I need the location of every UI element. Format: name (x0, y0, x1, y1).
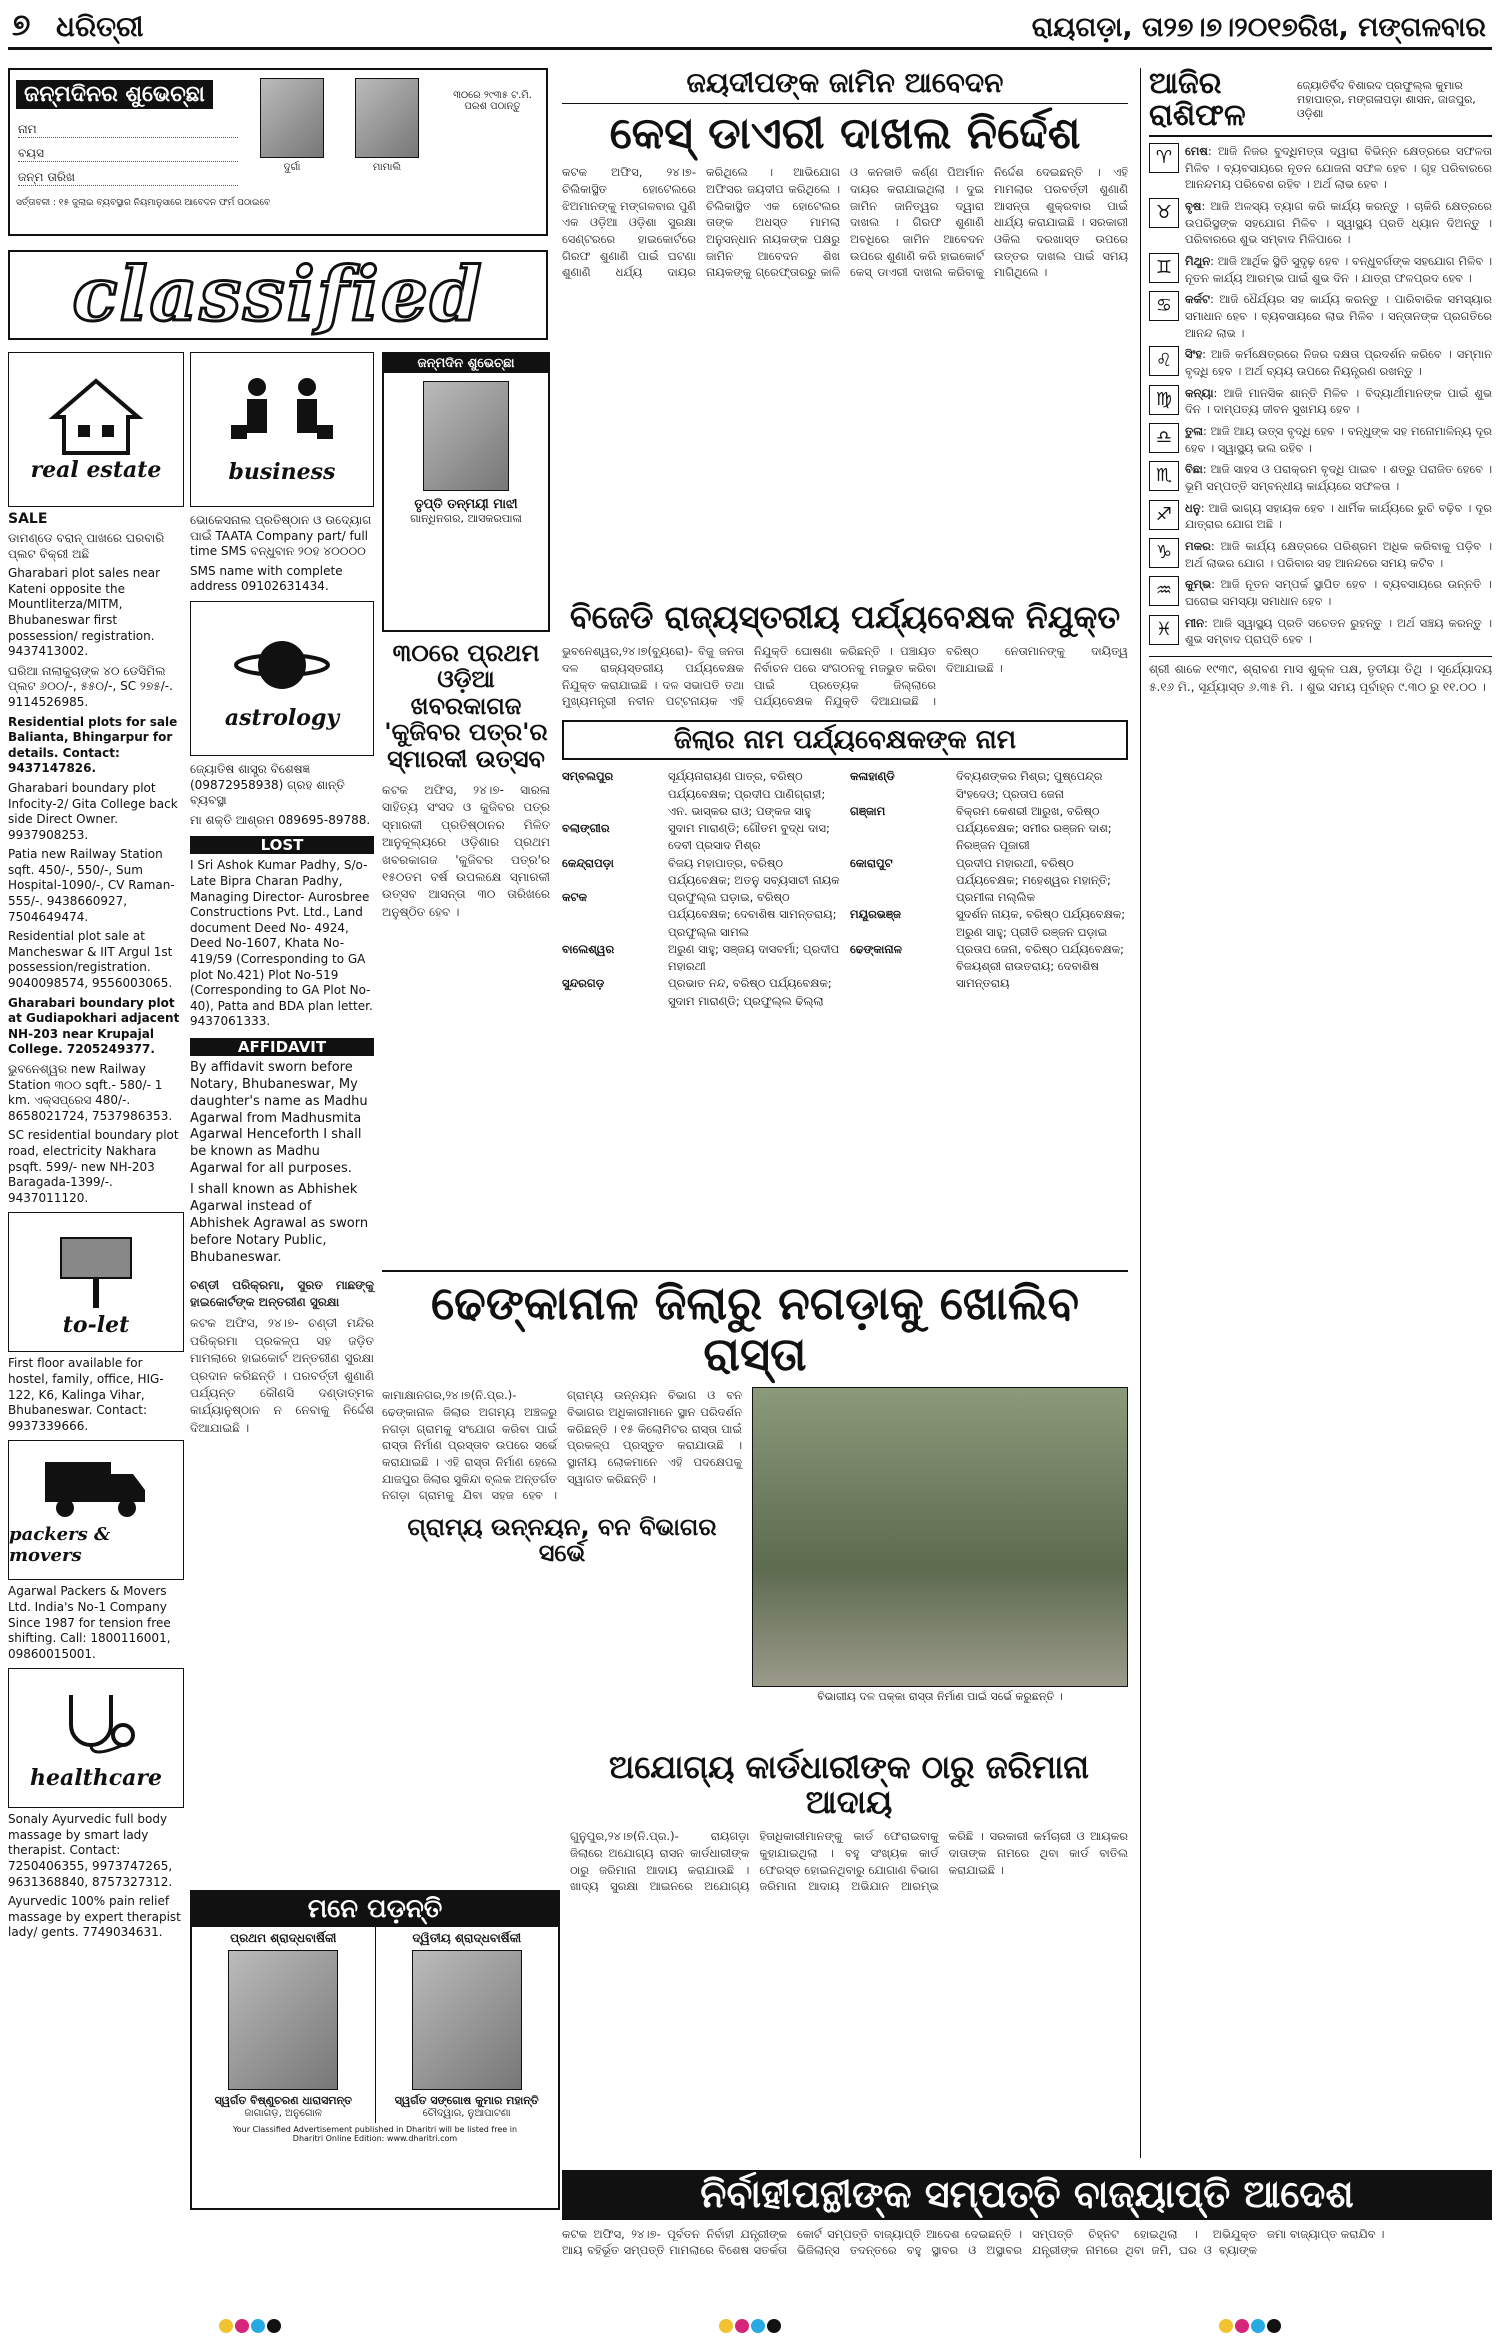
zodiac-icon: ♍ (1149, 385, 1179, 415)
observer-row: କଳାହାଣ୍ଡି ଦିବ୍ୟଶଙ୍କର ମିଶ୍ର; ପୁଷ୍ପେନ୍ଦ୍ର ସିଂହଦେଓ; ପ୍ରତାପ ଜେନା (850, 769, 1103, 801)
jamin-article (562, 68, 1128, 588)
rashiphala-title: ଆଜିର ରାଶିଫଳ (1149, 66, 1246, 133)
zodiac-icon: ♒ (1149, 576, 1179, 606)
health-ad: Sonaly Ayurvedic full body massage by smart lady therapist. Contact: 7250406355, 9973747265, 9631368840, 8757327312. (8, 1812, 173, 1889)
re-ad: Gharabari plot sales near Kateni opposite the Mountliterza/MITM, Bhubaneswar first possession/ registration. 9437413002. (8, 566, 161, 659)
photo-caption: ବିଭାଗୀୟ ଦଳ ପକ୍କା ରାସ୍ତା ନିର୍ମାଣ ପାଇଁ ସର୍ଭେ କରୁଛନ୍ତି । (817, 1690, 1063, 1704)
observer-row: ବଲାଙ୍ଗୀର ସୁଦାମ ମାରାଣ୍ଡି; ଗୌତମ ବୁଦ୍ଧ ଦାସ; ଦେବୀ ପ୍ରସାଦ ମିଶ୍ର (562, 821, 830, 853)
bday-small-title: ଜନ୍ମଦିନ ଶୁଭେଚ୍ଛା (384, 354, 548, 373)
rashi-item (1149, 346, 1492, 379)
rashi-text: ମକର: ଆଜି କାର୍ଯ୍ୟ କ୍ଷେତ୍ରରେ ପରିଶ୍ରମ ଅଧିକ କରିବାକୁ ପଡ଼ିବ । ଅର୍ଥ ଲାଭର ଯୋଗ । ପରିବାର ସହ ଆନନ୍ଦରେ ସମୟ କଟିବ । (1185, 539, 1492, 570)
rashi-item (1149, 143, 1492, 193)
classified-title: classified (72, 252, 484, 338)
zodiac-icon: ♑ (1149, 538, 1179, 568)
color-swatch (1235, 2319, 1249, 2333)
biz-ad: ଭୋକେସନାଲ ପ୍ରତିଷ୍ଠାନ ଓ ଉଦ୍ୟୋଗ ପାଇଁ TAATA Company part/ full time SMS ବନ୍ଧୁବାନ ୨୦ହ ୪୦୦୦୦ (190, 513, 372, 559)
ayogya-article (570, 1750, 1128, 2160)
rashiphala-author: ଜ୍ୟୋତିର୍ବିଦ ବିଶାରଦ ପ୍ରଫୁଲ୍ଲ କୁମାର ମହାପାତ୍ର, ମଙ୍ଗଳାପଡ଼ା ଶାସନ, ଜାଜପୁର, ଓଡ଼ିଶା (1297, 78, 1476, 120)
to-let-ad: First floor available for hostel, family, office, HIG-122, K6, Kalinga Vihar, Bhubaneswar. Contact: 9937339666. (8, 1356, 164, 1433)
healthcare-category (8, 1668, 184, 1808)
zodiac-icon: ♊ (1149, 253, 1179, 283)
dhenkanal-photo-block (752, 1387, 1128, 1704)
color-swatch (751, 2319, 765, 2333)
nirbahi-body: କଟକ ଅଫିସ, ୨୪।୭- ପୂର୍ବତନ ନିର୍ବାହୀ ଯନ୍ତ୍ରୀଙ୍କ ଆୟ ବହିର୍ଭୂତ ସମ୍ପତ୍ତି ମାମଲାରେ ବିଶେଷ ସତର୍କତା କୋର୍ଟ ସମ୍ପତ୍ତି ବାଜ୍ୟାପ୍ତି ଆଦେଶ ଦେଇଛନ୍ତି । ଭିଜିଲାନ୍ସ ତଦନ୍ତରେ ବହୁ ସ୍ଥାବର ଓ ଅସ୍ଥାବର ସମ୍ପତ୍ତି ଚିହ୍ନଟ ହୋଇଥିଲା । ଅଭିଯୁକ୍ତ ଯନ୍ତ୍ରୀଙ୍କ ନାମରେ ଥିବା ଜମି, ଘର ଓ ବ୍ୟାଙ୍କ ଜମା ବାଜ୍ୟାପ୍ତ କରାଯିବ । (562, 2226, 1385, 2258)
dhenkanal-content (382, 1387, 1128, 1704)
birthday-title: ଜନ୍ମଦିନର ଶୁଭେଚ୍ଛା (16, 80, 213, 109)
packers-label: packers & movers (9, 1524, 111, 1567)
rashi-text: ଧନୁ: ଆଜି ଭାଗ୍ୟ ସହାୟକ ହେବ । ଧାର୍ମିକ କାର୍ଯ୍ୟରେ ରୁଚି ବଢ଼ିବ । ଦୂର ଯାତ୍ରାର ଯୋଗ ଅଛି । (1185, 500, 1492, 532)
business-category (190, 352, 374, 507)
nirbahi-article (562, 2170, 1492, 2320)
sale-heading: SALE (8, 511, 48, 527)
obituary-second (376, 1927, 559, 2123)
zodiac-icon: ♉ (1149, 198, 1179, 228)
color-swatch (219, 2319, 233, 2333)
rashi-text: କନ୍ୟା: ଆଜି ମାନସିକ ଶାନ୍ତି ମିଳିବ । ବିଦ୍ୟାର୍ଥୀମାନଙ୍କ ପାଇଁ ଶୁଭ ଦିନ । ଦାମ୍ପତ୍ୟ ଜୀବନ ସୁଖମୟ ହେବ । (1185, 385, 1492, 417)
zodiac-icon: ♏ (1149, 461, 1179, 491)
re-ad: Residential plots for sale Balianta, Bhingarpur for details. Contact: 9437147826. (8, 714, 178, 776)
dhenkanal-sub: ଗ୍ରାମ୍ୟ ଉନ୍ନୟନ, ବନ ବିଭାଗର ସର୍ଭେ (407, 1512, 717, 1568)
stethoscope-icon (51, 1685, 141, 1765)
biz-ad: SMS name with complete address 09102631434. (190, 563, 343, 594)
real-estate-category (8, 352, 184, 507)
packers-category (8, 1440, 184, 1580)
chandi-body: କଟକ ଅଫିସ, ୨୪।୭- ଚଣ୍ଡୀ ମନ୍ଦିର ପରିକ୍ରମା ପ୍ରକଳ୍ପ ସହ ଜଡ଼ିତ ମାମଲାରେ ହାଇକୋର୍ଟ ଅନ୍ତରୀଣ ସୁରକ୍ଷା ପ୍ରଦାନ କରିଛନ୍ତି । ପରବର୍ତ୍ତୀ ଶୁଣାଣି ପର୍ଯ୍ୟନ୍ତ କୌଣସି ଦଣ୍ଡାତ୍ମକ କାର୍ଯ୍ୟାନୁଷ୍ଠାନ ନ ନେବାକୁ ନିର୍ଦ୍ଦେଶ ଦିଆଯାଇଛି । (190, 1316, 374, 1435)
healthcare-label: healthcare (30, 1765, 162, 1792)
khabar-body: କଟକ ଅଫିସ, ୨୪।୭- ସାରଳା ସାହିତ୍ୟ ସଂସଦ ଓ କୁଜିବର ପତ୍ର ସ୍ମାରକୀ ପ୍ରତିଷ୍ଠାନର ମିଳିତ ଆନୁକୂଲ୍ୟରେ ଓଡ଼ିଶାର ପ୍ରଥମ ଖବରକାଗଜ 'କୁଜିବର ପତ୍ର'ର ୧୫୦ତମ ବର୍ଷ ଉପଲକ୍ଷେ ସ୍ମାରକୀ ଉତ୍ସବ ଆସନ୍ତା ୩୦ ତାରିଖରେ ଅନୁଷ୍ଠିତ ହେବ । (382, 782, 550, 919)
color-swatch (251, 2319, 265, 2333)
house-icon (48, 377, 144, 457)
rashi-text: ସିଂହ: ଆଜି କର୍ମକ୍ଷେତ୍ରରେ ନିଜର ଦକ୍ଷତା ପ୍ରଦର୍ଶନ କରିବେ । ସମ୍ମାନ ବୃଦ୍ଧି ହେବ । ଅର୍ଥ ବ୍ୟୟ ଉପରେ ନିୟନ୍ତ୍ରଣ ରଖନ୍ତୁ । (1185, 347, 1492, 379)
saturn-icon (232, 625, 332, 705)
astrology-label: astrology (224, 705, 340, 732)
astrology-category (190, 601, 374, 756)
rashi-text: ବିଛା: ଆଜି ସାହସ ଓ ପରାକ୍ରମ ବୃଦ୍ଧି ପାଇବ । ଶତ୍ରୁ ପରାଜିତ ହେବେ । ଭୂମି ସମ୍ପତ୍ତି ସମ୍ବନ୍ଧୀୟ କାର୍ଯ୍ୟରେ ସଫଳତା । (1185, 462, 1493, 494)
zodiac-icon: ♌ (1149, 346, 1179, 376)
observer-list-left (562, 768, 840, 1010)
child-photo-1 (260, 78, 324, 158)
rashi-item (1149, 385, 1492, 418)
swatch-group (218, 2318, 282, 2334)
rashi-item (1149, 253, 1492, 286)
jamin-body: କଟକ ଅଫିସ, ୨୪।୭- ଚିଲିକାସ୍ଥିତ ହୋଟେଲରେ ଝିଅମାନଙ୍କୁ ମଙ୍ଗଳବାର ପୁଣି ଏକ ଓଡ଼ିଆ ଓଡ଼ିଶା ସୁରକ୍ଷା ସେଣ୍ଟରରେ ହାଇକୋର୍ଟରେ ଗିରଫ ଶୁଣାଣି ପାଇଁ ଘଟଣା ଶୁଣାଣି ଧର୍ଯ୍ୟ ଦାୟର କରିଥିଲେ । ଆଭିଯୋଗ ଅଫିସର ଜୟଦୀପ କରିଥିଲେ । ଚିଲିକାସ୍ଥିତ ଏକ ହୋଟେଲର ତାଙ୍କ ଅଧସ୍ତ ମାମଲା ଅନୁସନ୍ଧାନ ନାୟକଙ୍କ ପକ୍ଷରୁ ଜାମିନ ଆବେଦନ ଶିଖ ନାୟକଙ୍କୁ ଗ୍ରେଫ୍ତାରରୁ କାଳି ଓ କନଜାତି କର୍ଣ୍ଣ ପିଅର୍ମାନ ଦାୟର କରାଯାଇଥିଲା । ଦୁଇ ଜାମିନ ଜାନିତ୍ୱର ଦ୍ୱାରା ଦାଖଲ । ଗିରଫ ଶୁଣାଣି ଅବଧିରେ ଜାମିନ ଆବେଦନ ଉପରେ ଶୁଣାଣି କରି ହାଇକୋର୍ଟ କେସ୍ ଡାଏରୀ ଦାଖଲ କରିବାକୁ ନିର୍ଦ୍ଦେଶ ଦେଇଛନ୍ତି । ଏହି ମାମଲାର ପରବର୍ତ୍ତୀ ଶୁଣାଣି ଆସନ୍ତା ଶୁକ୍ରବାର ପାଇଁ ଧାର୍ଯ୍ୟ କରାଯାଇଛି । ସରକାରୀ ଓକିଲ ଦରଖାସ୍ତ ଉପରେ ଉତ୍ତର ଦାଖଲ ପାଇଁ ସମୟ ମାଗିଥିଲେ । (562, 165, 1128, 280)
rashi-item (1149, 538, 1492, 571)
second-name: ସ୍ୱର୍ଗତ ସଙ୍ଗୋଷ କୁମାର ମହାନ୍ତି (394, 2094, 539, 2107)
bday-name: ତୃପ୍ତି ତନ୍ମୟୀ ମାଝୀ (414, 497, 518, 512)
observer-row: କଟକ ପ୍ରଫୁଲ୍ଲ ଘଡ଼ାଇ, ବରିଷ୍ଠ ପର୍ଯ୍ୟବେକ୍ଷକ; ଦେବାଶିଷ ସାମନ୍ତରାୟ; ପ୍ରଫୁଲ୍ଲ ସାମଲ (562, 890, 837, 939)
color-swatch (1219, 2319, 1233, 2333)
classified-col-1 (8, 352, 184, 2332)
zodiac-icon: ♎ (1149, 423, 1179, 453)
zodiac-icon: ♓ (1149, 615, 1179, 645)
packers-ad: Agarwal Packers & Movers Ltd. India's No-1 Company Since 1987 for tension free shifting. Call: 1800116001, 09860015001. (8, 1584, 171, 1661)
rashiphala-column (1140, 68, 1492, 2158)
to-let-category (8, 1212, 184, 1352)
second-label: ଦ୍ୱିତୀୟ ଶ୍ରାଦ୍ଧବାର୍ଷିକୀ (412, 1931, 522, 1945)
first-name: ସ୍ୱର୍ଗତ ବିଷ୍ଣୁଚରଣ ଧାରାସମନ୍ତ (214, 2094, 352, 2107)
business-label: business (228, 458, 336, 485)
rashi-text: ବୃଷ: ଆଜି ଅଳସ୍ୟ ତ୍ୟାଗ କରି କାର୍ଯ୍ୟ କରନ୍ତୁ । ଚାକିରି କ୍ଷେତ୍ରରେ ଉପରିସ୍ଥଙ୍କ ସହଯୋଗ ମିଳିବ । ସ୍ୱାସ୍ଥ୍ୟ ପ୍ରତି ଧ୍ୟାନ ଦିଅନ୍ତୁ । ପରିବାରରେ ଶୁଭ ସମ୍ବାଦ ମିଳିପାରେ । (1185, 199, 1492, 247)
bday-place: ଗାନ୍ଧିନଗର, ଆସକରପାଳା (410, 512, 522, 525)
business-people-icon (227, 375, 337, 459)
re-ad: Gharabari boundary plot at Gudiapokhari adjacent NH-203 near Krupajal College. 7205249377. (8, 995, 180, 1057)
rashi-text: ମେଷ: ଆଜି ନିଜର ବୁଦ୍ଧିମତ୍ତା ଦ୍ୱାରା ବିଭିନ୍ନ କ୍ଷେତ୍ରରେ ସଫଳତା ମିଳିବ । ବ୍ୟବସାୟରେ ନୂତନ ଯୋଜନା ସଫଳ ହେବ । ଗୃହ ପରିବାରରେ ଆନନ୍ଦମୟ ପରିବେଶ ରହିବ । ଅର୍ଥ ଲାଭ ହେବ । (1185, 144, 1492, 192)
re-ad: ଭୁବନେଶ୍ୱର new Railway Station ୩୦୦ sqft.- 580/- 1 km. ଏକ୍ସପ୍ରେସ 480/-. 8658021724, 7537986353. (8, 1062, 173, 1123)
online-note: Your Classified Advertisement published in Dharitri will be listed free in Dharitri Online Edition: www.dharitri.com (232, 2125, 518, 2143)
real-estate-label: real estate (30, 456, 162, 483)
obituary-first (192, 1927, 376, 2123)
observer-row: ସୁନ୍ଦରଗଡ଼ ପ୍ରଭାତ ନନ୍ଦ, ବରିଷ୍ଠ ପର୍ଯ୍ୟବେକ୍ଷକ; ସୁଦାମ ମାରାଣ୍ଡି; ପ୍ରଫୁଲ୍ଲ ଢିଲ୍ଲା (562, 976, 832, 1008)
khabar-headline: ୩୦ରେ ପ୍ରଥମ ଓଡ଼ିଆ ଖବରକାଗଜ 'କୁଜିବର ପତ୍ର'ର ସ୍ମାରକୀ ଉତ୍ସବ (384, 639, 548, 773)
observer-row: ଢେଙ୍କାନାଳ ପ୍ରତାପ ଜେନା, ବରିଷ୍ଠ ପର୍ଯ୍ୟବେକ୍ଷକ; ବିଜୟଶ୍ରୀ ରାଉତରାୟ; ଦେବାଶିଷ ସାମନ୍ତରାୟ (850, 941, 1125, 991)
rashi-list (1149, 143, 1492, 648)
birthday-note: ୩୦ରେ ୨୯୩୫ ଟ.ମି. ପରଶ ପଠାନ୍ତୁ (453, 90, 532, 112)
child-name-1: ଦୁର୍ଗା (283, 162, 301, 173)
khabar-article (382, 640, 550, 1240)
re-ad: SC residential boundary plot road, electricity Nakhara psqft. 599/- new NH-203 Baragada-1399/-. 9437011120. (8, 1128, 179, 1205)
affidavit-ad: I shall known as Abhishek Agarwal instead of Abhishek Agrawal as sworn before Notary Public, Bhubaneswar. (190, 1182, 369, 1265)
dhenkanal-article (382, 1270, 1128, 1740)
obituary-photo-1 (228, 1950, 338, 2090)
truck-icon (41, 1454, 151, 1524)
swatch-group (1218, 2318, 1282, 2334)
color-swatch (1251, 2319, 1265, 2333)
color-swatch (735, 2319, 749, 2333)
zodiac-icon: ♐ (1149, 500, 1179, 530)
child-photo-2 (355, 78, 419, 158)
bjd-article (562, 600, 1128, 1260)
color-swatch (267, 2319, 281, 2333)
rashi-item (1149, 500, 1492, 533)
observer-row: କେନ୍ଦ୍ରାପଡ଼ା ବିଜୟ ମହାପାତ୍ର, ବରିଷ୍ଠ ପର୍ଯ୍ୟବେକ୍ଷକ; ଅତନୁ ସବ୍ୟସାଚୀ ନାୟକ (562, 855, 840, 887)
page-number: ୭ (12, 8, 31, 43)
field-age: ବୟସ (18, 146, 238, 162)
classified-banner (8, 250, 548, 340)
observer-row: ମୟୂରଭଞ୍ଜ ସୁଦର୍ଶନ ନାୟକ, ବରିଷ୍ଠ ପର୍ଯ୍ୟବେକ୍ଷକ; ଅରୁଣ ସାହୁ; ପ୍ରୀତି ରଞ୍ଜନ ଘଡ଼ାଇ (850, 907, 1126, 939)
first-place: ଜାଗାଗଡ଼, ଅନୁଗୋଳ (244, 2108, 323, 2119)
affidavit-ad: By affidavit sworn before Notary, Bhubaneswar, My daughter's name as Madhu Agarwal from Madhusmita Agarwal Henceforth I shall be known as Madhu Agarwal for all purposes. (190, 1059, 368, 1177)
color-swatch (719, 2319, 733, 2333)
affidavit-heading: AFFIDAVIT (190, 1038, 374, 1056)
bjd-headline: ବିଜେଡି ରାଜ୍ୟସ୍ତରୀୟ ପର୍ଯ୍ୟବେକ୍ଷକ ନିଯୁକ୍ତ (569, 598, 1121, 636)
masthead: ଧରିତ୍ରୀ (56, 10, 144, 43)
swatch-group (718, 2318, 782, 2334)
observer-row: ସମ୍ବଲପୁର ସୂର୍ଯ୍ୟନାରାୟଣ ପାତ୍ର, ବରିଷ୍ଠ ପର୍ଯ୍ୟବେକ୍ଷକ; ପ୍ରଦୀପ ପାଣିଗ୍ରାହୀ; ଏନ. ଭାସ୍କର ରାଓ; ପଙ୍କଜ ସାହୁ (562, 769, 826, 818)
field-name: ନାମ (18, 122, 238, 138)
rashi-item (1149, 615, 1492, 648)
second-place: ଚୌଦ୍ୱାର, ନୁଆପାଟଣା (422, 2108, 511, 2119)
re-ad: Residential plot sale at Mancheswar & IIT Argul 1st possession/registration. 9040098574, 9556003065. (8, 929, 173, 991)
zodiac-icon: ♈ (1149, 143, 1179, 173)
dateline: ରାୟଗଡ଼ା, ତା୨୭।୭।୨୦୧୭ରିଖ, ମଙ୍ଗଳବାର (1031, 12, 1486, 43)
ayogya-headline: ଅଯୋଗ୍ୟ କାର୍ଡଧାରୀଙ୍କ ଠାରୁ ଜରିମାନା ଆଦାୟ (608, 1748, 1090, 1822)
field-dob: ଜନ୍ମ ତାରିଖ (18, 170, 238, 186)
rashi-item (1149, 576, 1492, 609)
chandi-headline: ଚଣ୍ଡୀ ପରିକ୍ରମା, ସୁରତ ମାଛଙ୍କୁ ହାଇକୋର୍ଟଙ୍କ ଅନ୍ତରୀଣ ସୁରକ୍ଷା (190, 1277, 374, 1309)
color-swatch (235, 2319, 249, 2333)
health-ad: Ayurvedic 100% pain relief massage by expert therapist lady/ gents. 7749034631. (8, 1894, 181, 1940)
rashi-item (1149, 291, 1492, 341)
re-ad: Gharabari boundary plot Infocity-2/ Gita College back side Direct Owner. 9937908253. (8, 780, 178, 842)
dhenkanal-text (382, 1387, 742, 1704)
zodiac-icon: ♋ (1149, 291, 1179, 321)
first-label: ପ୍ରଥମ ଶ୍ରାଦ୍ଧବାର୍ଷିକୀ (230, 1931, 337, 1945)
almanac: ଶ୍ରୀ ଶାକେ ୧୯୩୯, ଶ୍ରାବଣ ମାସ ଶୁକ୍ଳ ପକ୍ଷ, ତୃତୀୟା ତିଥି । ସୂର୍ଯ୍ୟୋଦୟ ୫.୧୬ ମି., ସୂର୍ଯ୍ୟାସ୍ତ ୬.୩୫ ମି. । ଶୁଭ ସମୟ ପୂର୍ବାହ୍ନ ୯.୩୦ ରୁ ୧୧.୦୦ । (1149, 656, 1492, 696)
observer-row: କୋରାପୁଟ ପ୍ରଦୀପ ମହାରଥୀ, ବରିଷ୍ଠ ପର୍ଯ୍ୟବେକ୍ଷକ; ମହେଶ୍ୱର ମହାନ୍ତି; ପ୍ରମୀଳା ମଲ୍ଲିକ (850, 855, 1111, 905)
re-ad: ଡାମଣ୍ଡେ ବରାନ୍ ପାଖରେ ଘରବାରି ପ୍ଲଟ ବିକ୍ରୀ ଅଛି (8, 531, 165, 561)
child-name-2: ମାମାଲି (372, 162, 402, 173)
observer-list-right (850, 768, 1128, 1010)
jamin-headline: କେସ୍ ଡାଏରୀ ଦାଖଲ ନିର୍ଦ୍ଦେଶ (609, 107, 1081, 159)
astro-ad: ମା ଶକ୍ତି ଆଶ୍ରମ 089695-89788. (190, 812, 371, 827)
obituary-photo-2 (412, 1950, 522, 2090)
obituary-title: ମନେ ପଡ଼ନ୍ତି (192, 1892, 558, 1927)
survey-photo (752, 1387, 1128, 1687)
re-ad: Patia new Railway Station sqft. 450/-, 550/-, Sum Hospital-1090/-, CV Raman-555/-. 9438660927, 7504649474. (8, 847, 175, 924)
to-let-sign-icon (53, 1226, 139, 1312)
birthday-footer: ସର୍ତ୍ତାବଳୀ : ୧୫ ଜୁଲାଇ ବ୍ୟବସ୍ଥାର ନିୟମାନୁସାରେ ଆବେଦନ ଫର୍ମ ପଠାଇବେ (16, 198, 271, 208)
bday-photo (423, 381, 509, 491)
color-swatch (1267, 2319, 1281, 2333)
rashi-item (1149, 198, 1492, 248)
bjd-body: ଭୁବନେଶ୍ୱର,୨୪।୭(ବ୍ୟୁରୋ)- ବିଜୁ ଜନତା ଦଳ ରାଜ୍ୟସ୍ତରୀୟ ପର୍ଯ୍ୟବେକ୍ଷକ ନିଯୁକ୍ତ କରାଯାଇଛି । ଦଳ ସଭାପତି ତଥା ମୁଖ୍ୟମନ୍ତ୍ରୀ ନବୀନ ପଟ୍ଟନାୟକ ଏହି ନିଯୁକ୍ତି ଘୋଷଣା କରିଛନ୍ତି । ପଞ୍ଚାୟତ ନିର୍ବାଚନ ପରେ ସଂଗଠନକୁ ମଜଭୁତ କରିବା ପାଇଁ ପ୍ରତ୍ୟେକ ଜିଲ୍ଲାରେ ପର୍ଯ୍ୟବେକ୍ଷକ ନିଯୁକ୍ତି ଦିଆଯାଇଛି । ବରିଷ୍ଠ ନେତାମାନଙ୍କୁ ଦାୟିତ୍ୱ ଦିଆଯାଇଛି । (562, 644, 1128, 709)
dhenkanal-body: କାମାକ୍ଷାନଗର,୨୪।୭(ନି.ପ୍ର.)- ଢେଙ୍କାନାଳ ଜିଲାର ଅଗମ୍ୟ ଅଞ୍ଚଳରୁ ନଗଡ଼ା ଗ୍ରାମକୁ ସଂଯୋଗ କରିବା ପାଇଁ ରାସ୍ତା ନିର୍ମାଣ ପ୍ରସ୍ତାବ ଉପରେ ସର୍ଭେ କରାଯାଇଛି । ଏହି ରାସ୍ତା ନିର୍ମାଣ ହେଲେ ଯାଜପୁର ଜିଲାର ସୁକିନ୍ଦା ବ୍ଲକ ଅନ୍ତର୍ଗତ ନଗଡ଼ା ଗ୍ରାମକୁ ଯିବା ସହଜ ହେବ । ଗ୍ରାମ୍ୟ ଉନ୍ନୟନ ବିଭାଗ ଓ ବନ ବିଭାଗର ଅଧିକାରୀମାନେ ସ୍ଥାନ ପରିଦର୍ଶନ କରିଛନ୍ତି । ୧୫ କିଲୋମିଟର ରାସ୍ତା ପାଇଁ ପ୍ରକଳ୍ପ ପ୍ରସ୍ତୁତ କରାଯାଉଛି । ସ୍ଥାନୀୟ ଲୋକମାନେ ଏହି ପଦକ୍ଷେପକୁ ସ୍ୱାଗତ କରିଛନ୍ତି । (382, 1388, 742, 1503)
obituary-panels (192, 1927, 558, 2123)
bjd-table-heading: ଜିଲାର ନାମ ପର୍ଯ୍ୟବେକ୍ଷକଙ୍କ ନାମ (562, 720, 1128, 761)
rashiphala-header (1149, 68, 1492, 137)
rashi-text: କୁମ୍ଭ: ଆଜି ନୂତନ ସମ୍ପର୍କ ସ୍ଥାପିତ ହେବ । ବ୍ୟବସାୟରେ ଉନ୍ନତି । ଘରୋଇ ସମସ୍ୟା ସମାଧାନ ହେବ । (1185, 577, 1492, 609)
re-ad: ଘରିଆ ନାଲାକୁଚାଙ୍କ ୪୦ ଡେସିମିଲ ପ୍ଲଟ ୬୦୦/-, ୫୫୦/-, SC ୨୭୫/-. 9114526985. (8, 663, 173, 709)
obituary-box (190, 1890, 560, 2210)
to-let-label: to-let (62, 1312, 130, 1339)
observer-table (562, 768, 1128, 1010)
observer-row: ବାଲେଶ୍ୱର ଅରୁଣ ସାହୁ; ସଞ୍ଜୟ ଦାସବର୍ମା; ପ୍ରଦୀପ ମହାରଥୀ (562, 941, 840, 974)
rashi-text: ମିଥୁନ: ଆଜି ଆର୍ଥିକ ସ୍ଥିତି ସୁଦୃଢ଼ ହେବ । ବନ୍ଧୁବର୍ଗଙ୍କ ସହଯୋଗ ମିଳିବ । ନୂତନ କାର୍ଯ୍ୟ ଆରମ୍ଭ ପାଇଁ ଶୁଭ ଦିନ । ଯାତ୍ରା ଫଳପ୍ରଦ ହେବ । (1185, 254, 1493, 285)
print-registration (0, 2318, 1500, 2334)
dhenkanal-headline: ଢେଙ୍କାନାଳ ଜିଲାରୁ ନଗଡ଼ାକୁ ଖୋଲିବ ରାସ୍ତା (382, 1270, 1128, 1379)
lost-ad: I Sri Ashok Kumar Padhy, S/o- Late Bipra Charan Padhy, Managing Director- Aurosbree Constructions Pvt. Ltd., Land document Deed No- 4924, Deed No-1607, Khata No- 419/59 (Corresponding to GA plot No.421) Plot No-519 (Corresponding to GA Plot No-40), Patta and BDA plan letter. 9437061333. (190, 858, 373, 1029)
jamin-kicker: ଜୟଦୀପଙ୍କ ଜାମିନ ଆବେଦନ (562, 68, 1128, 104)
birthday-small-box (382, 352, 550, 632)
rashi-text: କର୍କଟ: ଆଜି ଧୈର୍ଯ୍ୟର ସହ କାର୍ଯ୍ୟ କରନ୍ତୁ । ପାରିବାରିକ ସମସ୍ୟାର ସମାଧାନ ହେବ । ବ୍ୟବସାୟରେ ଲାଭ ମିଳିବ । ସନ୍ତାନଙ୍କ ପ୍ରଗତିରେ ଆନନ୍ଦ ଲାଭ । (1185, 292, 1492, 340)
page-header (8, 6, 1492, 50)
ayogya-body: ଗୁନୁପୁର,୨୪।୭(ନି.ପ୍ର.)- ରାୟଗଡ଼ା ଜିଲାରେ ଅଯୋଗ୍ୟ ରାସନ କାର୍ଡଧାରୀଙ୍କ ଠାରୁ ଜରିମାନା ଆଦାୟ କରାଯାଉଛି । ଖାଦ୍ୟ ସୁରକ୍ଷା ଆଇନରେ ଅଯୋଗ୍ୟ ହିତାଧିକାରୀମାନଙ୍କୁ କାର୍ଡ ଫେରାଇବାକୁ କୁହାଯାଇଥିଲା । ବହୁ ସଂଖ୍ୟକ କାର୍ଡ ଫେରସ୍ତ ହୋଇନଥିବାରୁ ଯୋଗାଣ ବିଭାଗ ଜରିମାନା ଆଦାୟ ଅଭିଯାନ ଆରମ୍ଭ କରିଛି । ସରକାରୀ କର୍ମଚାରୀ ଓ ଆୟକର ଦାତାଙ୍କ ନାମରେ ଥିବା କାର୍ଡ ବାତିଲ କରାଯାଇଛି । (570, 1829, 1128, 1894)
color-swatch (767, 2319, 781, 2333)
rashi-text: ତୁଳା: ଆଜି ଆୟ ଉତ୍ସ ବୃଦ୍ଧି ହେବ । ବନ୍ଧୁଙ୍କ ସହ ମନୋମାଳିନ୍ୟ ଦୂର ହେବ । ସ୍ୱାସ୍ଥ୍ୟ ଭଲ ରହିବ । (1185, 424, 1492, 455)
nirbahi-headline: ନିର୍ବାହୀପନ୍ଥୀଙ୍କ ସମ୍ପତ୍ତି ବାଜ୍ୟାପ୍ତି ଆଦେଶ (562, 2170, 1492, 2220)
rashi-text: ମୀନ: ଆଜି ସ୍ୱାସ୍ଥ୍ୟ ପ୍ରତି ସଚେତନ ରୁହନ୍ତୁ । ଅର୍ଥ ସଞ୍ଚୟ କରନ୍ତୁ । ଶୁଭ ସମ୍ବାଦ ପ୍ରାପ୍ତି ହେବ । (1185, 615, 1493, 647)
lost-heading: LOST (190, 836, 374, 854)
birthday-form (8, 68, 548, 236)
astro-ad: ଜ୍ୟୋତିଷ ଶାସ୍ତ୍ର ବିଶେଷଜ୍ଞ (09872958938) ଗ୍ରହ ଶାନ୍ତି ବ୍ୟବସ୍ଥା (190, 761, 345, 808)
observer-row: ଗଞ୍ଜାମ ବିକ୍ରମ କେଶରୀ ଆରୁଖ, ବରିଷ୍ଠ ପର୍ଯ୍ୟବେକ୍ଷକ; ସମୀର ରଞ୍ଜନ ଦାଶ; ନିରଞ୍ଜନ ପୂଜାରୀ (850, 803, 1112, 853)
rashi-item (1149, 423, 1492, 456)
rashi-item (1149, 461, 1492, 494)
